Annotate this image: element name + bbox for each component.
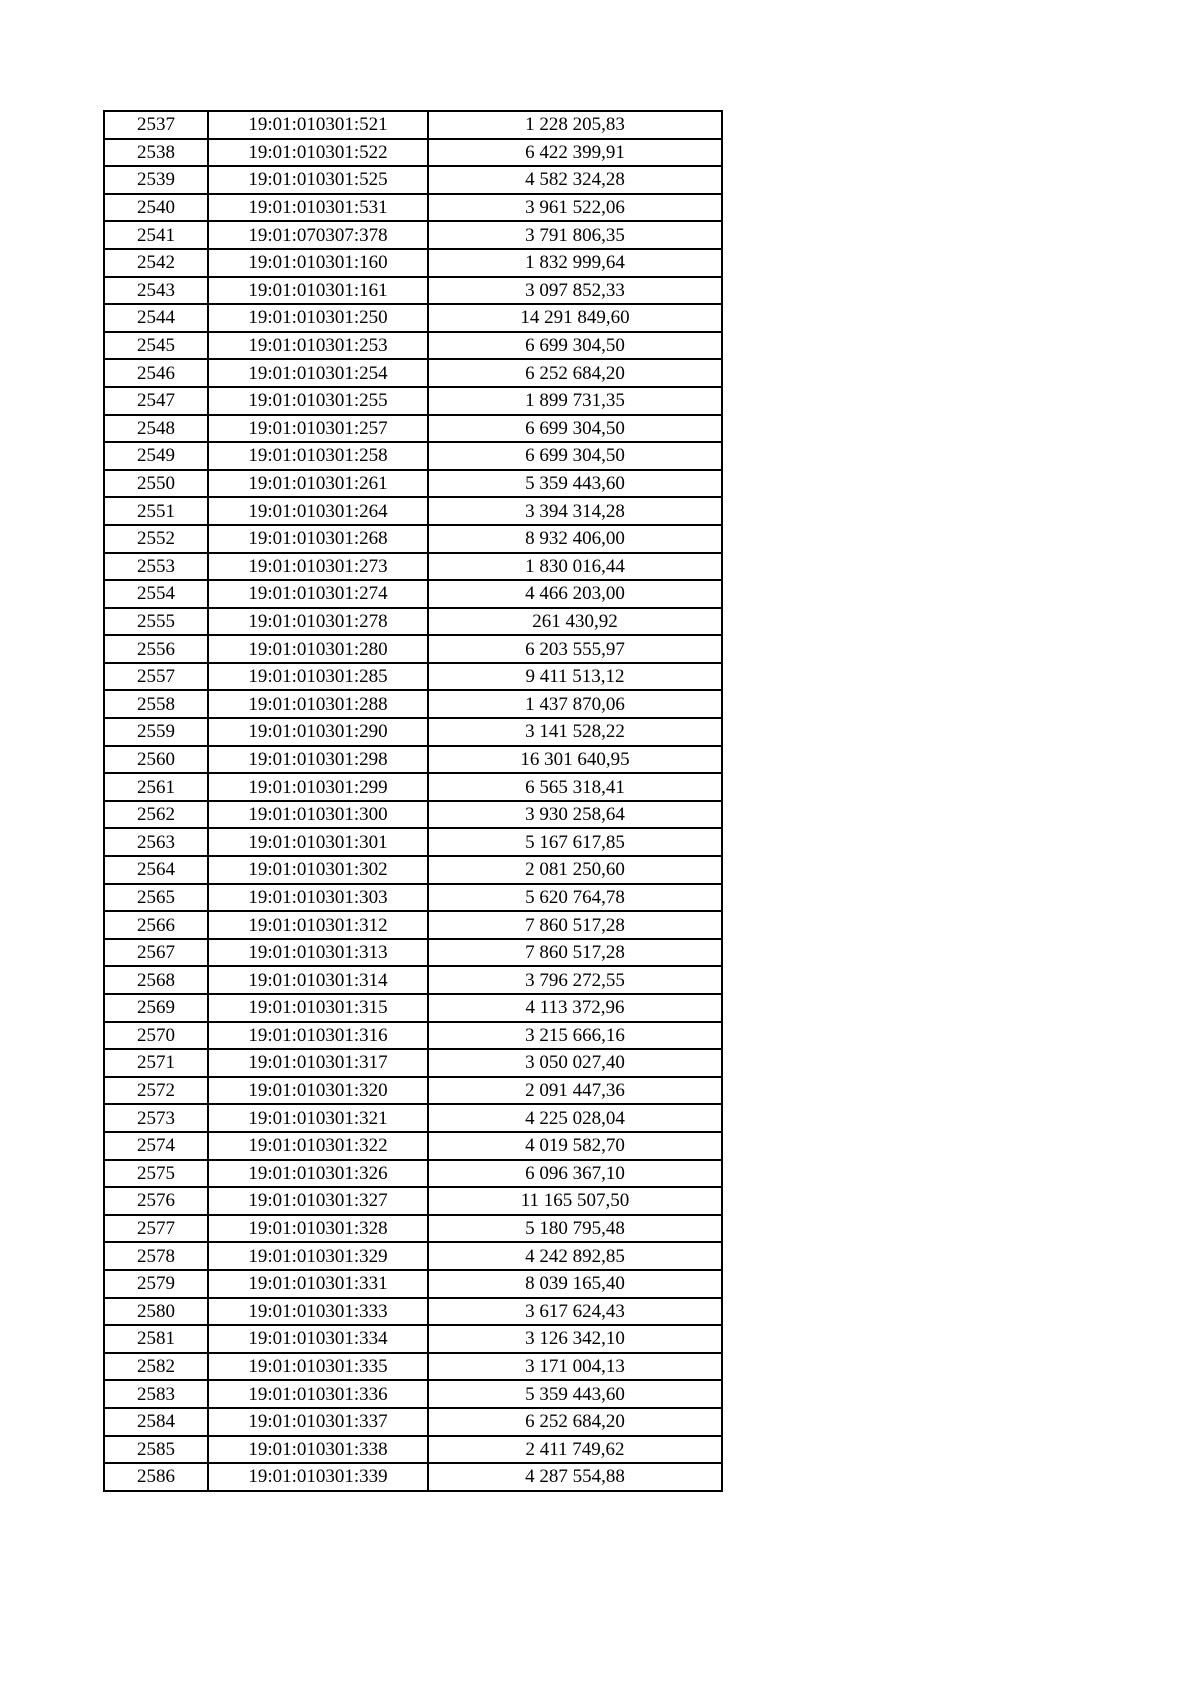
table-row — [104, 249, 722, 277]
row-number-cell: 2585 — [104, 1436, 208, 1464]
table-row — [104, 856, 722, 884]
cadastral-value-cell: 3 394 314,28 — [428, 497, 722, 525]
table-row — [104, 1408, 722, 1436]
row-number-cell: 2552 — [104, 525, 208, 553]
cadastral-value-cell: 5 620 764,78 — [428, 884, 722, 912]
cadastral-value-cell: 4 582 324,28 — [428, 166, 722, 194]
row-number-cell: 2578 — [104, 1242, 208, 1270]
table-row — [104, 553, 722, 581]
cadastral-value-cell: 3 126 342,10 — [428, 1325, 722, 1353]
table-row — [104, 1160, 722, 1188]
table-row — [104, 608, 722, 636]
table-row — [104, 111, 722, 139]
row-number-cell: 2538 — [104, 139, 208, 167]
cadastral-number-cell: 19:01:010301:339 — [208, 1463, 428, 1491]
cadastral-value-cell: 6 252 684,20 — [428, 359, 722, 387]
row-number-cell: 2549 — [104, 442, 208, 470]
cadastral-value-cell: 5 180 795,48 — [428, 1215, 722, 1243]
cadastral-value-cell: 2 411 749,62 — [428, 1436, 722, 1464]
table-row — [104, 1022, 722, 1050]
cadastral-value-cell: 6 699 304,50 — [428, 332, 722, 360]
table-row — [104, 497, 722, 525]
table-row — [104, 1187, 722, 1215]
table-row — [104, 221, 722, 249]
row-number-cell: 2561 — [104, 773, 208, 801]
row-number-cell: 2548 — [104, 415, 208, 443]
cadastral-value-cell: 3 141 528,22 — [428, 718, 722, 746]
cadastral-number-cell: 19:01:010301:333 — [208, 1298, 428, 1326]
cadastral-value-cell: 6 565 318,41 — [428, 773, 722, 801]
table-row — [104, 470, 722, 498]
cadastral-number-cell: 19:01:010301:298 — [208, 746, 428, 774]
table-row — [104, 359, 722, 387]
cadastral-number-cell: 19:01:010301:522 — [208, 139, 428, 167]
row-number-cell: 2574 — [104, 1132, 208, 1160]
cadastral-value-cell: 8 932 406,00 — [428, 525, 722, 553]
cadastral-number-cell: 19:01:010301:315 — [208, 994, 428, 1022]
row-number-cell: 2537 — [104, 111, 208, 139]
cadastral-number-cell: 19:01:010301:338 — [208, 1436, 428, 1464]
cadastral-number-cell: 19:01:010301:331 — [208, 1270, 428, 1298]
table-row — [104, 884, 722, 912]
cadastral-value-cell: 7 860 517,28 — [428, 939, 722, 967]
row-number-cell: 2568 — [104, 966, 208, 994]
row-number-cell: 2582 — [104, 1353, 208, 1381]
cadastral-value-cell: 7 860 517,28 — [428, 911, 722, 939]
cadastral-value-cell: 8 039 165,40 — [428, 1270, 722, 1298]
row-number-cell: 2564 — [104, 856, 208, 884]
row-number-cell: 2563 — [104, 828, 208, 856]
cadastral-value-cell: 9 411 513,12 — [428, 663, 722, 691]
row-number-cell: 2546 — [104, 359, 208, 387]
cadastral-value-cell: 6 252 684,20 — [428, 1408, 722, 1436]
table-row — [104, 1325, 722, 1353]
row-number-cell: 2562 — [104, 801, 208, 829]
cadastral-number-cell: 19:01:010301:322 — [208, 1132, 428, 1160]
row-number-cell: 2555 — [104, 608, 208, 636]
cadastral-number-cell: 19:01:010301:288 — [208, 690, 428, 718]
cadastral-value-cell: 14 291 849,60 — [428, 304, 722, 332]
cadastral-value-cell: 1 832 999,64 — [428, 249, 722, 277]
cadastral-value-cell: 4 287 554,88 — [428, 1463, 722, 1491]
cadastral-number-cell: 19:01:010301:317 — [208, 1049, 428, 1077]
row-number-cell: 2579 — [104, 1270, 208, 1298]
table-row — [104, 580, 722, 608]
cadastral-value-cell: 11 165 507,50 — [428, 1187, 722, 1215]
cadastral-number-cell: 19:01:010301:273 — [208, 553, 428, 581]
row-number-cell: 2551 — [104, 497, 208, 525]
table-row — [104, 939, 722, 967]
row-number-cell: 2565 — [104, 884, 208, 912]
cadastral-number-cell: 19:01:010301:290 — [208, 718, 428, 746]
cadastral-value-cell: 4 113 372,96 — [428, 994, 722, 1022]
table-row — [104, 525, 722, 553]
cadastral-value-cell: 3 617 624,43 — [428, 1298, 722, 1326]
table-row — [104, 194, 722, 222]
cadastral-value-cell: 1 437 870,06 — [428, 690, 722, 718]
row-number-cell: 2584 — [104, 1408, 208, 1436]
cadastral-number-cell: 19:01:010301:336 — [208, 1380, 428, 1408]
cadastral-value-cell: 4 242 892,85 — [428, 1242, 722, 1270]
cadastral-number-cell: 19:01:010301:301 — [208, 828, 428, 856]
table-row — [104, 1298, 722, 1326]
table-row — [104, 663, 722, 691]
row-number-cell: 2541 — [104, 221, 208, 249]
row-number-cell: 2569 — [104, 994, 208, 1022]
cadastral-number-cell: 19:01:010301:321 — [208, 1104, 428, 1132]
table-row — [104, 635, 722, 663]
cadastral-value-cell: 6 699 304,50 — [428, 442, 722, 470]
cadastral-number-cell: 19:01:010301:334 — [208, 1325, 428, 1353]
cadastral-value-cell: 3 050 027,40 — [428, 1049, 722, 1077]
cadastral-value-cell: 6 203 555,97 — [428, 635, 722, 663]
row-number-cell: 2556 — [104, 635, 208, 663]
table-row — [104, 1215, 722, 1243]
row-number-cell: 2573 — [104, 1104, 208, 1132]
row-number-cell: 2572 — [104, 1077, 208, 1105]
cadastral-value-cell: 5 359 443,60 — [428, 470, 722, 498]
row-number-cell: 2567 — [104, 939, 208, 967]
cadastral-value-cell: 1 830 016,44 — [428, 553, 722, 581]
cadastral-value-cell: 2 091 447,36 — [428, 1077, 722, 1105]
cadastral-number-cell: 19:01:010301:254 — [208, 359, 428, 387]
cadastral-number-cell: 19:01:010301:525 — [208, 166, 428, 194]
cadastral-number-cell: 19:01:010301:313 — [208, 939, 428, 967]
cadastral-value-cell: 5 359 443,60 — [428, 1380, 722, 1408]
cadastral-value-cell: 3 796 272,55 — [428, 966, 722, 994]
row-number-cell: 2576 — [104, 1187, 208, 1215]
cadastral-number-cell: 19:01:010301:258 — [208, 442, 428, 470]
row-number-cell: 2554 — [104, 580, 208, 608]
cadastral-number-cell: 19:01:010301:261 — [208, 470, 428, 498]
cadastral-number-cell: 19:01:010301:329 — [208, 1242, 428, 1270]
row-number-cell: 2583 — [104, 1380, 208, 1408]
row-number-cell: 2539 — [104, 166, 208, 194]
cadastral-value-cell: 4 466 203,00 — [428, 580, 722, 608]
cadastral-number-cell: 19:01:010301:314 — [208, 966, 428, 994]
cadastral-number-cell: 19:01:010301:299 — [208, 773, 428, 801]
row-number-cell: 2542 — [104, 249, 208, 277]
table-row — [104, 1270, 722, 1298]
cadastral-value-cell: 6 096 367,10 — [428, 1160, 722, 1188]
table-row — [104, 139, 722, 167]
cadastral-value-cell: 2 081 250,60 — [428, 856, 722, 884]
table-row — [104, 442, 722, 470]
cadastral-value-cell: 3 171 004,13 — [428, 1353, 722, 1381]
row-number-cell: 2566 — [104, 911, 208, 939]
row-number-cell: 2586 — [104, 1463, 208, 1491]
table-row — [104, 966, 722, 994]
row-number-cell: 2543 — [104, 277, 208, 305]
cadastral-value-cell: 3 215 666,16 — [428, 1022, 722, 1050]
cadastral-value-cell: 6 699 304,50 — [428, 415, 722, 443]
table-row — [104, 166, 722, 194]
row-number-cell: 2550 — [104, 470, 208, 498]
row-number-cell: 2575 — [104, 1160, 208, 1188]
cadastral-number-cell: 19:01:010301:264 — [208, 497, 428, 525]
table-row — [104, 828, 722, 856]
table-row — [104, 1242, 722, 1270]
table-row — [104, 1077, 722, 1105]
cadastral-value-cell: 6 422 399,91 — [428, 139, 722, 167]
cadastral-value-cell: 3 930 258,64 — [428, 801, 722, 829]
row-number-cell: 2571 — [104, 1049, 208, 1077]
table-row — [104, 1353, 722, 1381]
table-row — [104, 1463, 722, 1491]
cadastral-number-cell: 19:01:010301:531 — [208, 194, 428, 222]
cadastral-number-cell: 19:01:010301:316 — [208, 1022, 428, 1050]
table-row — [104, 1049, 722, 1077]
table-row — [104, 1380, 722, 1408]
row-number-cell: 2547 — [104, 387, 208, 415]
cadastral-number-cell: 19:01:010301:312 — [208, 911, 428, 939]
row-number-cell: 2580 — [104, 1298, 208, 1326]
cadastral-number-cell: 19:01:010301:335 — [208, 1353, 428, 1381]
cadastral-value-table — [103, 110, 723, 1492]
table-row — [104, 304, 722, 332]
row-number-cell: 2553 — [104, 553, 208, 581]
cadastral-number-cell: 19:01:010301:327 — [208, 1187, 428, 1215]
cadastral-value-cell: 4 225 028,04 — [428, 1104, 722, 1132]
cadastral-number-cell: 19:01:010301:160 — [208, 249, 428, 277]
row-number-cell: 2559 — [104, 718, 208, 746]
table-row — [104, 801, 722, 829]
row-number-cell: 2540 — [104, 194, 208, 222]
cadastral-value-cell: 16 301 640,95 — [428, 746, 722, 774]
table-row — [104, 911, 722, 939]
cadastral-value-cell: 4 019 582,70 — [428, 1132, 722, 1160]
cadastral-number-cell: 19:01:010301:328 — [208, 1215, 428, 1243]
table-row — [104, 718, 722, 746]
cadastral-value-cell: 5 167 617,85 — [428, 828, 722, 856]
cadastral-number-cell: 19:01:010301:326 — [208, 1160, 428, 1188]
row-number-cell: 2560 — [104, 746, 208, 774]
cadastral-number-cell: 19:01:010301:285 — [208, 663, 428, 691]
row-number-cell: 2581 — [104, 1325, 208, 1353]
row-number-cell: 2570 — [104, 1022, 208, 1050]
row-number-cell: 2557 — [104, 663, 208, 691]
cadastral-number-cell: 19:01:010301:250 — [208, 304, 428, 332]
cadastral-number-cell: 19:01:010301:161 — [208, 277, 428, 305]
cadastral-number-cell: 19:01:010301:253 — [208, 332, 428, 360]
table-row — [104, 1132, 722, 1160]
cadastral-value-cell: 3 097 852,33 — [428, 277, 722, 305]
table-row — [104, 277, 722, 305]
cadastral-value-cell: 261 430,92 — [428, 608, 722, 636]
table-row — [104, 773, 722, 801]
cadastral-number-cell: 19:01:010301:300 — [208, 801, 428, 829]
cadastral-number-cell: 19:01:010301:255 — [208, 387, 428, 415]
cadastral-value-cell: 1 899 731,35 — [428, 387, 722, 415]
table-body — [104, 111, 722, 1491]
cadastral-number-cell: 19:01:070307:378 — [208, 221, 428, 249]
cadastral-value-cell: 3 791 806,35 — [428, 221, 722, 249]
cadastral-number-cell: 19:01:010301:278 — [208, 608, 428, 636]
row-number-cell: 2545 — [104, 332, 208, 360]
cadastral-number-cell: 19:01:010301:320 — [208, 1077, 428, 1105]
table-row — [104, 690, 722, 718]
row-number-cell: 2544 — [104, 304, 208, 332]
table-row — [104, 1104, 722, 1132]
cadastral-number-cell: 19:01:010301:274 — [208, 580, 428, 608]
cadastral-number-cell: 19:01:010301:280 — [208, 635, 428, 663]
cadastral-value-cell: 3 961 522,06 — [428, 194, 722, 222]
table-row — [104, 415, 722, 443]
table-row — [104, 332, 722, 360]
cadastral-number-cell: 19:01:010301:257 — [208, 415, 428, 443]
table-row — [104, 1436, 722, 1464]
row-number-cell: 2558 — [104, 690, 208, 718]
cadastral-number-cell: 19:01:010301:337 — [208, 1408, 428, 1436]
table-row — [104, 994, 722, 1022]
cadastral-value-cell: 1 228 205,83 — [428, 111, 722, 139]
cadastral-number-cell: 19:01:010301:268 — [208, 525, 428, 553]
table-row — [104, 746, 722, 774]
cadastral-number-cell: 19:01:010301:521 — [208, 111, 428, 139]
table-row — [104, 387, 722, 415]
row-number-cell: 2577 — [104, 1215, 208, 1243]
cadastral-number-cell: 19:01:010301:302 — [208, 856, 428, 884]
cadastral-number-cell: 19:01:010301:303 — [208, 884, 428, 912]
